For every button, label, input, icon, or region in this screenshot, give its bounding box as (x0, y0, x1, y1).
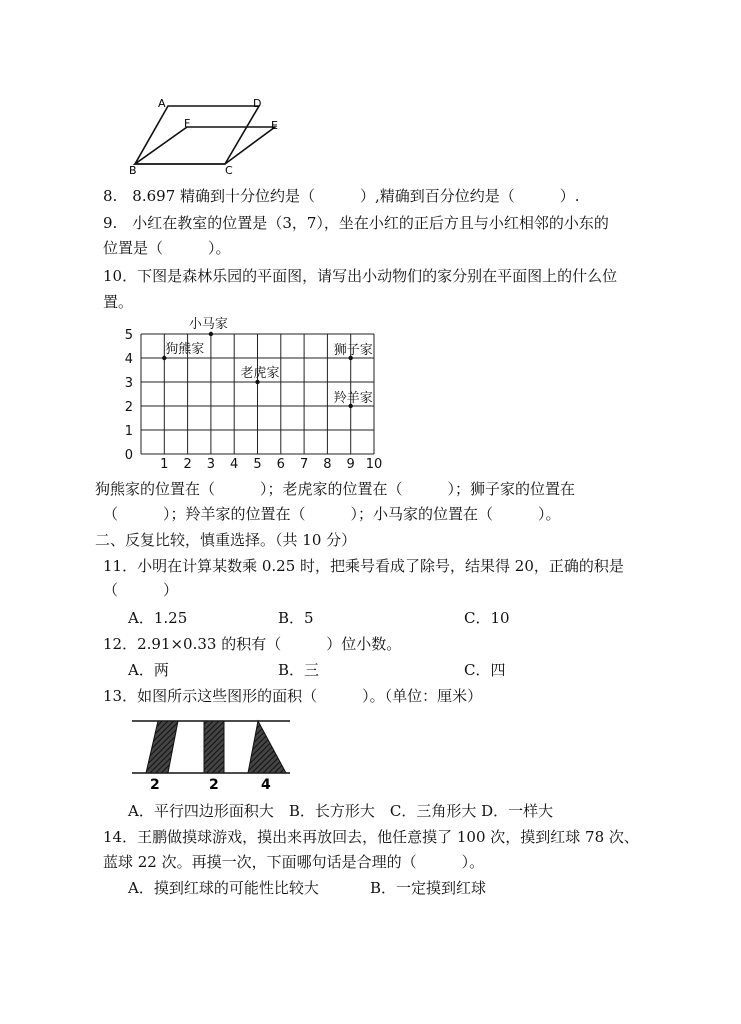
y-tick-label: 0 (124, 448, 133, 463)
home-label: 狗熊家 (165, 342, 205, 357)
question-9-line1: 9. 小红在教室的位置是（3，7），坐在小红的正后方且与小红相邻的小东的 (103, 214, 609, 232)
forest-park-grid-map (118, 312, 398, 474)
x-tick-label: 2 (183, 457, 192, 472)
y-tick-label: 3 (124, 376, 133, 391)
label-C: C (225, 164, 233, 177)
inner-parallelogram (135, 127, 275, 164)
home-label: 小马家 (188, 317, 228, 332)
y-tick-label: 5 (124, 328, 133, 343)
label-E: E (271, 119, 278, 132)
question-12-option-c: C．四 (464, 661, 506, 679)
question-10-line1: 10．下图是森林乐园的平面图，请写出小动物们的家分别在平面图上的什么位 (103, 267, 618, 285)
question-13-line1: 13．如图所示这些图形的面积（ ）。（单位：厘米） (103, 687, 483, 705)
x-tick-label: 8 (323, 457, 332, 472)
y-tick-label: 2 (124, 400, 133, 415)
question-11-option-a: A．1.25 (128, 609, 188, 627)
question-11-option-b: B．5 (278, 609, 314, 627)
home-label: 羚羊家 (333, 391, 373, 406)
triangle-shape (248, 721, 286, 773)
label-B: B (129, 164, 137, 177)
x-tick-label: 6 (276, 457, 285, 472)
question-14-option-b: B．一定摸到红球 (370, 879, 487, 897)
label-D: D (253, 97, 262, 110)
question-10-answer-line1: 狗熊家的位置在（ ）；老虎家的位置在（ ）；狮子家的位置在 (95, 480, 576, 498)
question-11-line2: （ ） (103, 581, 179, 599)
area-shapes-figure (130, 713, 295, 793)
question-13-options: A．平行四边形面积大 B．长方形大 C．三角形大 D．一样大 (128, 802, 554, 820)
x-tick-label: 3 (206, 457, 216, 472)
question-11-line1: 11．小明在计算某数乘 0.25 时，把乘号看成了除号，结果得 20，正确的积是 (103, 557, 624, 575)
rectangle-base-label: 2 (209, 777, 219, 793)
label-F: F (184, 117, 191, 130)
parallelogram-shape (146, 721, 178, 773)
triangle-base-label: 4 (261, 777, 271, 793)
question-12-option-b: B．三 (278, 661, 320, 679)
x-tick-label: 10 (365, 457, 383, 472)
x-tick-label: 5 (253, 457, 262, 472)
y-tick-label: 4 (124, 352, 133, 367)
question-14-line1: 14．王鹏做摸球游戏，摸出来再放回去，他任意摸了 100 次，摸到红球 78 次、 (103, 828, 639, 846)
x-tick-label: 4 (230, 457, 239, 472)
rectangle-shape (204, 721, 224, 773)
question-14-line2: 蓝球 22 次。再摸一次，下面哪句话是合理的（ ）。 (103, 853, 485, 871)
question-9-line2: 位置是（ ）。 (103, 239, 231, 257)
question-10-line2: 置。 (103, 293, 134, 311)
question-12-option-a: A．两 (128, 661, 169, 679)
x-tick-label: 1 (160, 457, 169, 472)
parallelogram-figure (125, 92, 295, 177)
question-11-option-c: C．10 (464, 609, 510, 627)
home-label: 狮子家 (333, 343, 373, 358)
question-8: 8. 8.697 精确到十分位约是（ ）,精确到百分位约是（ ）. (103, 187, 580, 205)
parallelogram-base-label: 2 (150, 777, 160, 793)
question-14-option-a: A．摸到红球的可能性比较大 (128, 879, 319, 897)
section-2-title: 二、反复比较，慎重选择。（共 10 分） (95, 531, 357, 549)
x-tick-label: 7 (299, 457, 309, 472)
question-10-answer-line2: （ ）；羚羊家的位置在（ ）；小马家的位置在（ ）。 (103, 505, 561, 523)
x-tick-label: 9 (346, 457, 355, 472)
home-point (209, 332, 213, 336)
question-12-line1: 12．2.91×0.33 的积有（ ）位小数。 (103, 635, 402, 653)
y-tick-label: 1 (124, 424, 133, 439)
outer-parallelogram (135, 106, 259, 164)
home-label: 老虎家 (240, 366, 280, 381)
label-A: A (158, 97, 166, 110)
